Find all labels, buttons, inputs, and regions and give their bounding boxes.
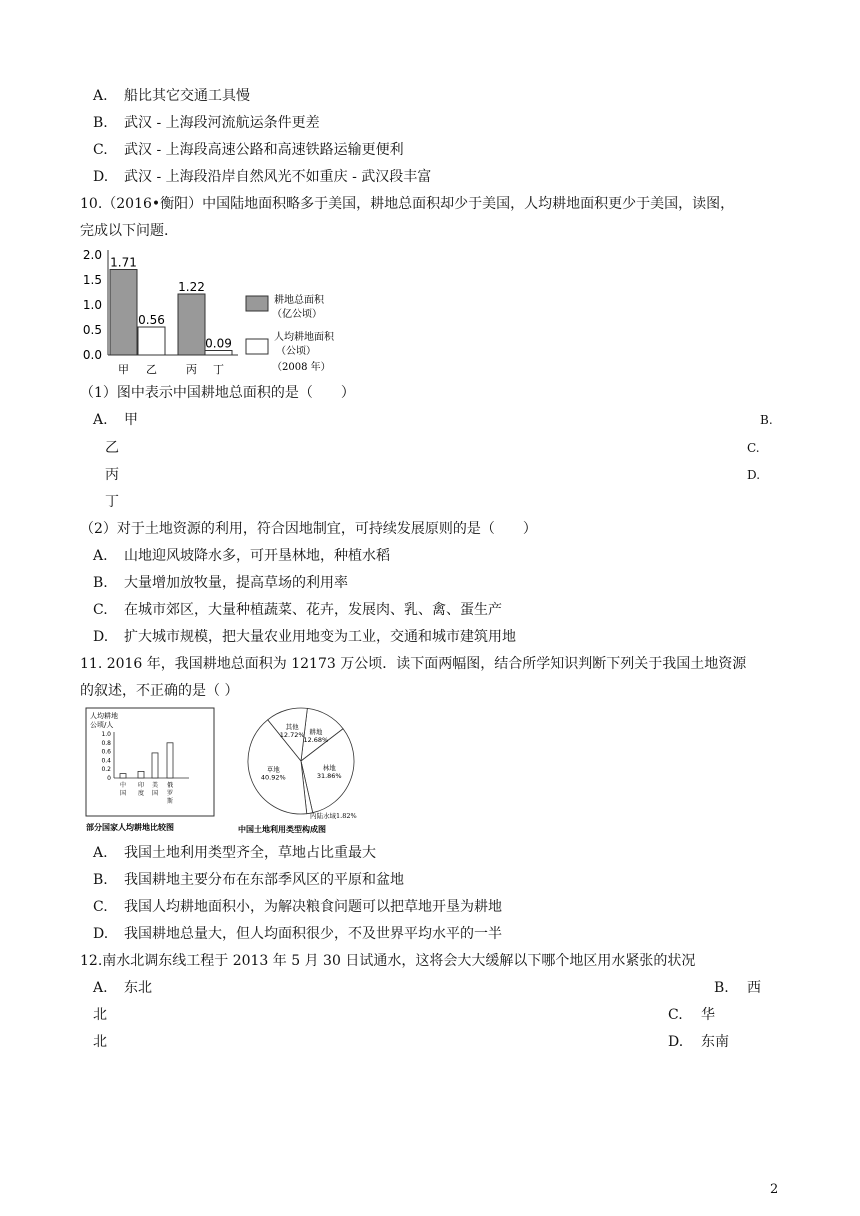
- option-letter: C.: [93, 602, 108, 618]
- q10-sub1-option-c-text: 丙: [105, 467, 119, 483]
- x-tick-label: 丁: [213, 363, 224, 376]
- q12-stem: 12.南水北调东线工程于 2013 年 5 月 30 日试通水，这将会大大缓解以下哪个地区用水紧张的状况: [80, 953, 696, 969]
- pie-label-name: 其他: [285, 723, 299, 732]
- farmland-bar-chart: [78, 244, 378, 379]
- y-tick-label: 2.0: [82, 248, 102, 262]
- x-tick-char: 印: [137, 782, 145, 789]
- pie-label-value: 12.72%: [279, 731, 305, 740]
- y-axis-ticks: [83, 248, 102, 362]
- q11-option-c: [93, 898, 502, 916]
- option-text: 东北: [124, 980, 152, 996]
- option-letter: D.: [93, 629, 109, 645]
- q9-option-b: [93, 114, 320, 132]
- bar-美国: [152, 753, 158, 778]
- left-fig-title-line1: 人均耕地: [90, 712, 118, 720]
- option-letter: D.: [93, 169, 109, 185]
- option-letter: D.: [668, 1034, 684, 1050]
- q10-sub1-option-d-letter: D.: [747, 468, 761, 482]
- q10-sub1-option-c-letter: C.: [747, 441, 760, 455]
- q10-sub1-option-b-letter: B.: [760, 413, 773, 427]
- x-tick-label: 甲: [118, 363, 129, 376]
- pie-label-name: 草地: [266, 765, 280, 774]
- left-fig-x-labels: [120, 781, 173, 805]
- bar-value-label: 0.09: [205, 336, 232, 351]
- legend: [246, 293, 335, 373]
- left-fig-title-line2: 公顷/人: [90, 721, 114, 729]
- q12-option-d: [668, 1033, 729, 1051]
- bar-中国: [120, 774, 126, 778]
- q11-option-d: [93, 925, 502, 943]
- option-text: 在城市郊区，大量种植蔬菜、花卉，发展肉、乳、禽、蛋生产: [124, 602, 502, 618]
- legend-percapita-line1: 人均耕地面积: [274, 332, 334, 343]
- option-text: 大量增加放牧量，提高草场的利用率: [124, 575, 348, 591]
- q11-figures: [84, 706, 374, 846]
- bar-丙: [178, 294, 205, 355]
- legend-note: （2008 年）: [272, 362, 331, 373]
- y-tick-label: 0.5: [82, 323, 102, 337]
- legend-swatch-total: [246, 296, 268, 311]
- bar-value-label: 1.22: [178, 280, 205, 294]
- bar-丁: [205, 351, 232, 356]
- q10-sub2-option-d: [93, 628, 516, 646]
- option-letter: A.: [93, 548, 108, 564]
- option-letter: B.: [714, 980, 729, 996]
- land-use-pie: [248, 708, 357, 820]
- option-text: 东南: [701, 1034, 729, 1050]
- legend-percapita-line2: （公顷）: [276, 346, 316, 357]
- option-text: 武汉 - 上海段河流航运条件更差: [124, 115, 320, 131]
- right-fig-caption: 中国土地利用类型构成图: [238, 824, 326, 834]
- q10-stem-line2: 完成以下问题.: [80, 223, 169, 239]
- legend-total-line1: 耕地总面积: [274, 295, 324, 306]
- pie-label-value: 12.68%: [303, 735, 329, 744]
- option-text: 我国耕地总量大，但人均面积很少，不及世界平均水平的一半: [124, 926, 502, 942]
- x-tick-char: 美: [151, 782, 159, 789]
- option-letter: A.: [93, 88, 108, 104]
- x-tick-char: 罗: [166, 790, 174, 797]
- q10-sub1-option-b-text: 乙: [105, 440, 119, 456]
- x-tick-char: 国: [119, 790, 127, 797]
- q9-option-a: [93, 87, 250, 105]
- x-tick-char: 斯: [166, 798, 174, 805]
- x-tick-char: 中: [119, 782, 127, 789]
- q10-sub1-option-d-text: 丁: [105, 494, 119, 510]
- q11-option-a: [93, 844, 376, 862]
- bars: [110, 256, 232, 356]
- legend-total-line2: （亿公顷）: [272, 309, 322, 320]
- q10-sub2-option-c: [93, 601, 502, 619]
- y-tick-label: 1.0: [82, 298, 102, 312]
- option-letter: A.: [93, 980, 108, 996]
- left-fig-bars: [120, 743, 173, 778]
- q9-option-d: [93, 168, 432, 186]
- q12-option-c: [668, 1006, 715, 1024]
- option-text: 我国人均耕地面积小，为解决粮食问题可以把草地开垦为耕地: [124, 899, 502, 915]
- option-text: 扩大城市规模，把大量农业用地变为工业，交通和城市建筑用地: [124, 629, 516, 645]
- y-tick-label: 0: [107, 775, 111, 782]
- option-text: 武汉 - 上海段高速公路和高速铁路运输更便利: [124, 142, 404, 158]
- option-letter: B.: [93, 115, 108, 131]
- pie-label-value: 40.92%: [260, 773, 286, 782]
- pie-label-name: 林地: [322, 764, 336, 773]
- x-tick-char: 俄: [166, 782, 174, 789]
- pie-label-name: 耕地: [309, 727, 323, 736]
- option-text: 西: [747, 980, 761, 996]
- q11-stem-line1: 11. 2016 年，我国耕地总面积为 12173 万公顷．读下面两幅图，结合所学知识判断下列关于我国土地资源: [80, 656, 747, 672]
- x-tick-label: 丙: [186, 363, 197, 376]
- bar-value-label: 0.56: [138, 313, 165, 327]
- option-text: 船比其它交通工具慢: [124, 88, 250, 104]
- option-text: 山地迎风坡降水多，可开垦林地，种植水稻: [124, 548, 390, 564]
- option-letter: C.: [93, 899, 108, 915]
- option-text: 武汉 - 上海段沿岸自然风光不如重庆 - 武汉段丰富: [124, 169, 432, 185]
- bar-印度: [138, 771, 144, 778]
- q11-stem-line2: 的叙述，不正确的是（ ）: [80, 683, 239, 699]
- q12-option-c-continued: 北: [93, 1034, 107, 1050]
- q10-sub2-option-a: [93, 547, 390, 565]
- bar-value-label: 1.71: [110, 255, 137, 270]
- option-letter: B.: [93, 575, 108, 591]
- left-fig-caption: 部分国家人均耕地比较图: [86, 822, 174, 832]
- option-letter: D.: [93, 926, 109, 942]
- x-tick-char: 国: [151, 790, 159, 797]
- q10-sub2: （2）对于土地资源的利用，符合因地制宜，可持续发展原则的是（ ）: [80, 521, 537, 537]
- y-tick-label: 0.0: [82, 348, 102, 362]
- y-tick-label: 1.5: [82, 273, 102, 287]
- q11-option-b: [93, 871, 404, 889]
- x-tick-char: 度: [137, 790, 145, 797]
- q12-option-b: [714, 979, 761, 997]
- q12-option-b-continued: 北: [93, 1007, 107, 1023]
- option-text: 我国耕地主要分布在东部季风区的平原和盆地: [124, 872, 404, 888]
- option-letter: C.: [93, 142, 108, 158]
- legend-swatch-percapita: [246, 339, 268, 354]
- bar-乙: [138, 327, 165, 355]
- option-text: 我国土地利用类型齐全，草地占比重最大: [124, 845, 376, 861]
- left-fig-y-ticks: [101, 731, 111, 782]
- q10-sub1: （1）图中表示中国耕地总面积的是（ ）: [80, 385, 355, 401]
- y-tick-label: 0.8: [101, 739, 111, 747]
- option-text: 甲: [124, 412, 138, 428]
- y-tick-label: 0.6: [101, 748, 111, 756]
- option-letter: C.: [668, 1007, 683, 1023]
- q10-sub1-option-a: [93, 411, 138, 429]
- bar-俄罗斯: [167, 743, 173, 778]
- option-text: 华: [701, 1007, 715, 1023]
- y-tick-label: 1.0: [101, 731, 111, 738]
- pie-label-name: 内陆水域1.82%: [310, 812, 357, 820]
- y-tick-label: 0.4: [101, 757, 111, 765]
- bar-甲: [110, 270, 137, 356]
- pie-label-value: 31.86%: [316, 772, 342, 781]
- q12-option-a: [93, 979, 152, 997]
- option-letter: B.: [93, 872, 108, 888]
- page-number: 2: [770, 1182, 779, 1197]
- option-letter: A.: [93, 845, 108, 861]
- q9-option-c: [93, 141, 404, 159]
- q10-sub2-option-b: [93, 574, 348, 592]
- x-tick-labels: [118, 363, 224, 376]
- option-letter: A.: [93, 412, 108, 428]
- y-tick-label: 0.2: [101, 766, 111, 774]
- q10-stem-line1: 10.（2016•衡阳）中国陆地面积略多于美国，耕地总面积却少于美国，人均耕地面积更少于美国，读图，: [80, 196, 735, 212]
- x-tick-label: 乙: [146, 363, 157, 376]
